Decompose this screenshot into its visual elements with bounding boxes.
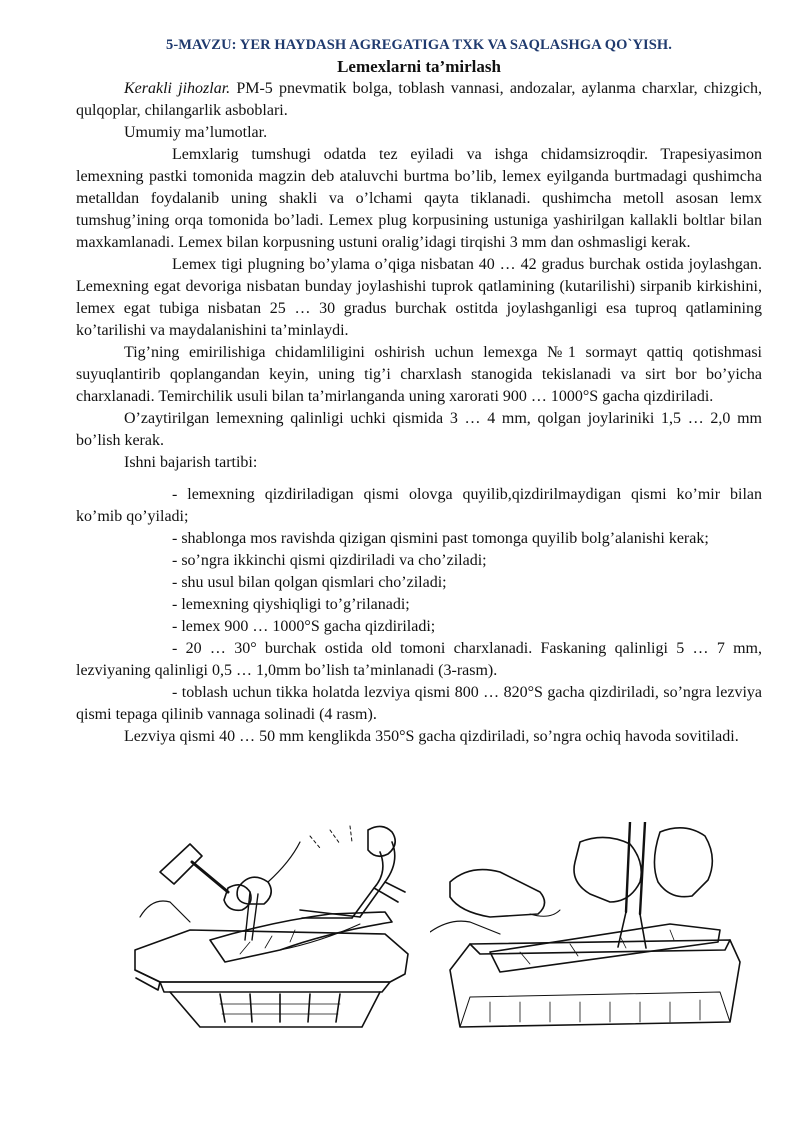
quenching-illustration [430, 822, 770, 1034]
step-item: - toblash uchun tikka holatda lezviya qismi 800 … 820°S gacha qizdiriladi, so’ngra lezviya qismi tepaga qilinib vannaga solinadi (4 rasm). [76, 684, 762, 723]
tools-label: Kerakli jihozlar. [124, 80, 231, 97]
paragraph-angle: Lemex tigi plugning bo’ylama o’qiga nisbatan 40 … 42 gradus burchak ostida joylashgan. Lemexning egat devoriga nisbatan bunday joylashishi tuprok qatlamining (kutarilishi) sirpanib kirkishini, lemex egat tubiga nisbatan 25 … 30 gradus burchak ostitda joylashganligi esa tuproq qatlamining ko’tarilishi va maydalanishini ta’minlaydi. [76, 256, 762, 339]
tools-paragraph [76, 78, 762, 122]
step-item: - lemexning qizdiriladigan qismi olovga quyilib,qizdirilmaydigan qismi ko’mir bilan ko’mib qo’yiladi; [76, 486, 762, 525]
topic-heading: 5-MAVZU: YER HAYDASH AGREGATIGA TXK VA SAQLASHGA QO`YISH. [165, 37, 673, 53]
step-item: - shu usul bilan qolgan qismlari cho’ziladi; [172, 574, 447, 591]
tools-text: PM-5 pnevmatik bolga, toblash vannasi, andozalar, aylanma charxlar, chizgich, qulqoplar, chilangarlik asboblari. [76, 80, 763, 119]
step-item: - shablonga mos ravishda qizigan qismini past tomonga quyilib bolg’alanishi kerak; [172, 530, 709, 547]
page-title: Lemexlarni ta’mirlash [337, 57, 501, 76]
forging-illustration [130, 822, 415, 1034]
paragraph-wear: Lemxlarig tumshugi odatda tez eyiladi va ishga chidamsizroqdir. Trapesiyasimon lemexning pastki tomonida magzin deb ataluvchi burtma bo’lib, lemex eyilganda burtmadagi qushimcha metalldan foydalanib uning shakli va o’lchami qayta tiklanadi. qushimcha metoll asosan lemx tumshug’ining orqa tomonida bo’ladi. Lemex plug korpusining ustuniga yashirilgan kallakli boltlar bilan maxkamlanadi. Lemex bilan korpusning ustuni oralig’idagi tirqishi 3 mm dan oshmasligi kerak. [76, 146, 762, 251]
paragraph-thickness: O’zaytirilgan lemexning qalinligi uchki qismida 3 … 4 mm, qolgan joylariniki 1,5 … 2,0 mm bo’lish kerak. [76, 410, 762, 449]
step-item: - lemex 900 … 1000°S gacha qizdiriladi; [172, 618, 436, 635]
closing-paragraph: Lezviya qismi 40 … 50 mm kenglikda 350°S gacha qizdiriladi, so’ngra ochiq havoda sovitiladi. [124, 728, 739, 745]
step-item: - so’ngra ikkinchi qismi qizdiriladi va cho’ziladi; [172, 552, 487, 569]
document-page [76, 34, 762, 748]
illustrations [130, 822, 770, 1037]
paragraph-hardening: Tig’ning emirilishiga chidamliligini oshirish uchun lemexga №1 sormayt qattiq qotishmasi suyuqlantirib qoplangandan keyin, uning tig’i charxlash stanogida tekislanadi va sirt bor bo’yicha charxlanadi. Temirchilik usuli bilan ta’mirlanganda uning xarorati 900 … 1000°S gacha qizdiriladi. [76, 344, 762, 405]
procedure-label: Ishni bajarish tartibi: [124, 454, 258, 471]
step-item: - 20 … 30° burchak ostida old tomoni charxlanadi. Faskaning qalinligi 5 … 7 mm, lezviyaning qalinligi 0,5 … 1,0mm bo’lish ta’minlanadi (3-rasm). [76, 640, 762, 679]
step-item: - lemexning qiyshiqligi to’g’rilanadi; [172, 596, 410, 613]
general-info-label: Umumiy ma’lumotlar. [124, 124, 268, 141]
